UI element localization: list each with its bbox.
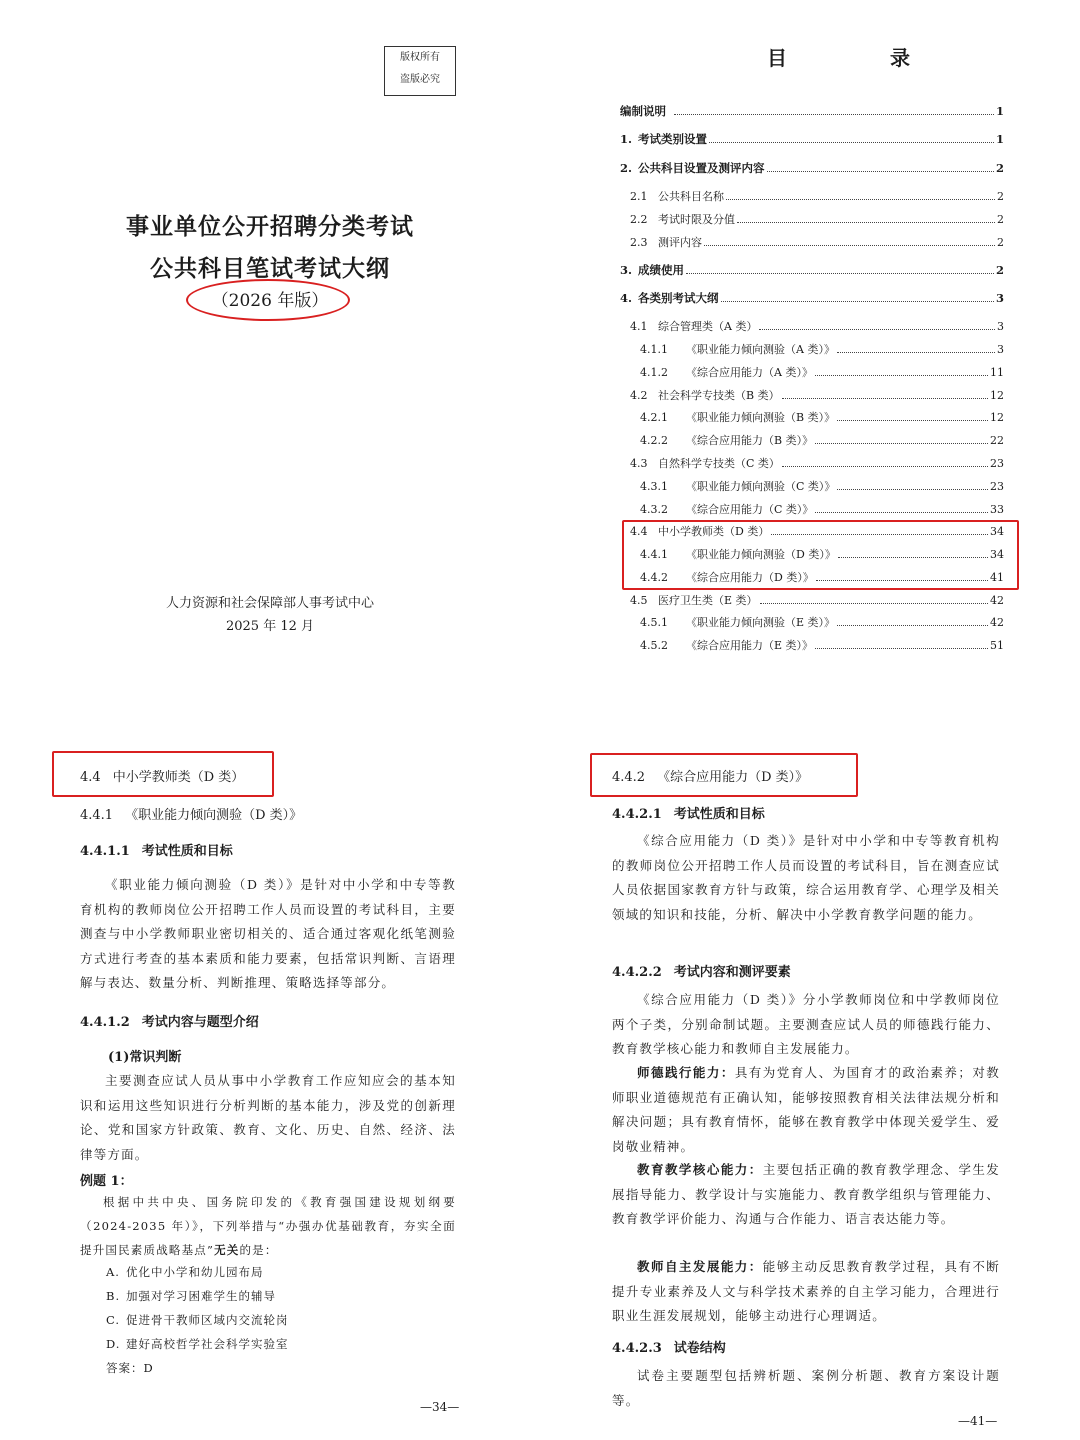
toc-item-number: 4.3 (630, 457, 648, 470)
heading-number: 4.4.2.1 (612, 807, 662, 822)
toc-item (640, 341, 1004, 359)
toc-item-number: 4.5 (630, 594, 648, 607)
toc-item-number: 4.5.1 (640, 616, 668, 629)
heading-4-4-2-1 (612, 803, 765, 822)
toc-item-label: 公共科目名称 (658, 190, 724, 203)
option-text: 加强对学习困难学生的辅导 (126, 1289, 276, 1303)
page-number-34: —34— (420, 1400, 460, 1414)
toc-item (620, 262, 1004, 280)
toc-item-page: 3 (995, 291, 1004, 305)
toc-item-page: 34 (990, 548, 1004, 561)
toc-leader-dots (815, 433, 988, 444)
toc-item-label: 医疗卫生类（E 类） (658, 594, 758, 607)
toc-highlight-box (622, 520, 1019, 590)
toc-leader-dots (709, 132, 994, 143)
toc-leader-dots (726, 189, 995, 200)
toc-item-number: 2.3 (630, 236, 648, 249)
heading-number: 4.4.2.3 (612, 1341, 662, 1356)
toc-item (640, 614, 1004, 632)
toc-leader-dots (721, 291, 994, 302)
toc-item-page: 51 (990, 639, 1004, 652)
cover-page (0, 0, 540, 720)
toc-item-label: 自然科学专技类（C 类） (658, 457, 780, 470)
heading-4-4-1-2 (80, 1011, 259, 1030)
toc-item-label: 考试类别设置 (638, 132, 708, 146)
toc-item-number: 4.2.1 (640, 411, 668, 424)
toc-leader-dots (759, 319, 995, 330)
toc-item-number: 4.2 (630, 389, 648, 402)
toc-item-label: 各类别考试大纲 (638, 291, 719, 305)
toc-item-page: 42 (990, 594, 1004, 607)
paragraph-self-development-ability (612, 1255, 1000, 1329)
paragraph-teaching-ability (612, 1158, 1000, 1232)
toc-item-label: 《职业能力倾向测验（A 类）》 (686, 343, 835, 356)
toc-item (640, 364, 1004, 382)
heading-number: 4.4.2.2 (612, 965, 662, 980)
toc-leader-dots (815, 365, 988, 376)
heading-text: 中小学教师类（D 类） (112, 770, 245, 785)
toc-leader-dots (837, 479, 988, 490)
edition-highlight-ellipse (186, 279, 350, 321)
toc-item (640, 432, 1004, 450)
toc-item-number: 2.2 (630, 213, 648, 226)
heading-number: 4.4.1.1 (80, 844, 130, 859)
example-stem-emphasis: 无关 (214, 1243, 240, 1257)
toc-item-page: 3 (997, 320, 1004, 333)
heading-number: 4.4.1.2 (80, 1015, 130, 1030)
toc-item-label: 社会科学专技类（B 类） (658, 389, 780, 402)
option-key: D. (106, 1337, 121, 1351)
paragraph-4-4-1-1: 《职业能力倾向测验（D 类）》是针对中小学和中专等教育机构的教师岗位公开招聘工作人员而设置的考试科目，主要测查与中小学教师职业密切相关的、适合通过客观化纸笔测验方式进行考查的基本素质和能力要素，包括常识判断、言语理解与表达、数量分析、判断推理、策略选择等部分。 (80, 877, 456, 990)
option-key: C. (106, 1313, 121, 1327)
example-stem-part-1: 根据中共中央、国务院印发的《教育强国建设规划纲要（2024-2035 年）》，下列举措与“办强办优基础教育，夯实全面提升国民素质战略基点” (80, 1195, 456, 1257)
cover-organization: 人力资源和社会保障部人事考试中心 (165, 596, 374, 611)
toc-item-label: 成绩使用 (638, 263, 685, 277)
example-option (106, 1336, 289, 1352)
example-stem-part-2: 的是： (239, 1243, 278, 1257)
copyright-line-2: 盗版必究 (400, 74, 440, 85)
copyright-stamp (384, 46, 456, 96)
toc-item-number: 4.1.2 (640, 366, 668, 379)
toc-item-number: 3. (620, 263, 633, 277)
self-development-text: 能够主动反思教育教学过程，具有不断提升专业素养及人文与科学技术素养的自主学习能力，合理进行职业生涯发展规划，能够主动进行心理调适。 (612, 1259, 1000, 1323)
toc-item (630, 592, 1004, 610)
toc-item-label: 中小学教师类（D 类） (658, 525, 770, 538)
toc-item-label: 测评内容 (658, 236, 702, 249)
heading-4-4-2-3 (612, 1337, 726, 1356)
heading-text: 《综合应用能力（D 类）》 (657, 770, 809, 785)
toc-item-label: 《综合应用能力（A 类）》 (686, 366, 813, 379)
example-label: 例题 1： (80, 1174, 133, 1189)
toc-item (630, 455, 1004, 473)
toc-item-number: 4.4 (630, 525, 648, 538)
toc-leader-dots (674, 104, 994, 115)
paragraph-4-4-2-2: 《综合应用能力（D 类）》分小学教师岗位和中学教师岗位两个子类，分别命制试题。主要测查应试人员的师德践行能力、教育教学核心能力和教师自主发展能力。 (612, 992, 1000, 1056)
toc-item-label: 公共科目设置及测评内容 (638, 161, 765, 175)
toc-item-label: 《综合应用能力（D 类）》 (686, 571, 814, 584)
option-key: B. (106, 1289, 121, 1303)
toc-item-number: 编制说明 (620, 104, 666, 118)
toc-leader-dots (837, 615, 988, 626)
toc-item-page: 23 (990, 457, 1004, 470)
toc-item-number: 1. (620, 132, 633, 146)
toc-item-label: 《职业能力倾向测验（C 类）》 (686, 480, 836, 493)
example-stem (80, 1190, 456, 1262)
cover-edition: （2026 年版） (211, 291, 329, 311)
toc-item-page: 2 (995, 263, 1004, 277)
heading-text: 考试性质和目标 (673, 807, 765, 822)
toc-leader-dots (767, 161, 994, 172)
ethics-ability-label: 师德践行能力： (637, 1065, 735, 1080)
toc-item-label: 《职业能力倾向测验（E 类）》 (686, 616, 836, 629)
toc-leader-dots (815, 502, 988, 513)
toc-item-page: 2 (997, 213, 1004, 226)
toc-item-page: 11 (990, 366, 1004, 379)
toc-item-number: 4.5.2 (640, 639, 668, 652)
heading-4-4-2-2 (612, 961, 791, 980)
teaching-ability-text: 主要包括正确的教育教学理念、学生发展指导能力、教学设计与实施能力、教育教学组织与管理能力、教育教学评价能力、沟通与合作能力、语言表达能力等。 (612, 1162, 1000, 1226)
toc-item-page: 33 (990, 503, 1004, 516)
toc-item-page: 1 (995, 104, 1004, 118)
toc-item-page: 2 (997, 236, 1004, 249)
paragraph-4-4-2-3: 试卷主要题型包括辨析题、案例分析题、教育方案设计题等。 (612, 1368, 1000, 1408)
heading-4-4-2 (612, 766, 808, 785)
heading-number: 4.4.1 (80, 808, 114, 823)
toc-leader-dots (704, 235, 995, 246)
toc-item-page: 22 (990, 434, 1004, 447)
toc-item (620, 290, 1004, 308)
toc-item-label: 《综合应用能力（B 类）》 (686, 434, 814, 447)
toc-item-label: 综合管理类（A 类） (658, 320, 758, 333)
toc-item-page: 2 (995, 161, 1004, 175)
toc-item-number: 4.3.2 (640, 503, 668, 516)
toc-leader-dots (815, 638, 988, 649)
heading-text: 考试内容和测评要素 (673, 965, 791, 980)
toc-item-page: 34 (990, 525, 1004, 538)
paragraph-4-4-2-1: 《综合应用能力（D 类）》是针对中小学和中专等教育机构的教师岗位公开招聘工作人员而设置的考试科目，旨在测查应试人员依据国家教育方针与政策，综合运用教育学、心理学及相关领域的知识和技能，分析、解决中小学教育教学问题的能力。 (612, 833, 1000, 922)
toc-item (640, 637, 1004, 655)
toc-item-page: 12 (990, 389, 1004, 402)
toc-item (630, 387, 1004, 405)
option-text: 促进骨干教师区域内交流轮岗 (126, 1313, 289, 1327)
toc-leader-dots (760, 593, 988, 604)
toc-leader-dots (782, 388, 988, 399)
toc-item-label: 《职业能力倾向测验（D 类）》 (686, 548, 836, 561)
toc-item-page: 3 (997, 343, 1004, 356)
toc-item-label: 《职业能力倾向测验（B 类）》 (686, 411, 836, 424)
toc-item-number: 4.1 (630, 320, 648, 333)
toc-item (630, 188, 1004, 206)
paragraph-ethics-ability (612, 1061, 1000, 1159)
page-number-41: —41— (958, 1414, 998, 1428)
toc-item-number: 4.4.2 (640, 571, 668, 584)
option-text: 优化中小学和幼儿园布局 (126, 1265, 264, 1279)
heading-number: 4.4 (80, 770, 101, 785)
toc-item-label: 《综合应用能力（E 类）》 (686, 639, 814, 652)
cover-title-line-2: 公共科目笔试考试大纲 (150, 255, 390, 282)
toc-item (630, 211, 1004, 229)
toc-item (630, 234, 1004, 252)
toc-item-number: 4.3.1 (640, 480, 668, 493)
toc-leader-dots (837, 410, 988, 421)
toc-item (640, 501, 1004, 519)
toc-item-label: 《综合应用能力（C 类）》 (686, 503, 814, 516)
toc-item (620, 160, 1004, 178)
toc-item-page: 12 (990, 411, 1004, 424)
toc-leader-dots (837, 342, 995, 353)
option-text: 建好高校哲学社会科学实验室 (126, 1337, 289, 1351)
option-key: A. (106, 1265, 120, 1279)
heading-text: 试卷结构 (673, 1341, 726, 1356)
toc-item-number: 4.2.2 (640, 434, 668, 447)
toc-item-number: 4. (620, 291, 633, 305)
toc-item-page: 42 (990, 616, 1004, 629)
ethics-ability-text: 具有为党育人、为国育才的政治素养；对教师职业道德规范有正确认知，能够按照教育相关法律法规分析和解决问题；具有教育情怀，能够在教育教学中体现关爱学生、爱岗敬业精神。 (612, 1065, 1000, 1154)
heading-text: 考试性质和目标 (141, 844, 233, 859)
example-option (106, 1312, 289, 1328)
toc-item (620, 103, 1004, 121)
heading-number: 4.4.2 (612, 770, 646, 785)
paragraph-common-sense: 主要测查应试人员从事中小学教育工作应知应会的基本知识和运用这些知识进行分析判断的基本能力，涉及党的创新理论、党和国家方针政策、教育、文化、历史、自然、经济、法律等方面。 (80, 1073, 456, 1162)
toc-leader-dots (686, 263, 994, 274)
self-development-label: 教师自主发展能力： (637, 1259, 763, 1274)
toc-item-number: 2.1 (630, 190, 648, 203)
toc-item-number: 4.1.1 (640, 343, 668, 356)
heading-text: 考试内容与题型介绍 (141, 1015, 259, 1030)
toc-item (640, 409, 1004, 427)
example-option (106, 1288, 276, 1304)
heading-4-4-1 (80, 804, 302, 823)
toc-item-number: 4.4.1 (640, 548, 668, 561)
toc-leader-dots (782, 456, 988, 467)
toc-leader-dots (737, 212, 995, 223)
example-option (106, 1264, 264, 1280)
toc-item (630, 318, 1004, 336)
heading-4-4-1-1 (80, 840, 233, 859)
toc-item-page: 2 (997, 190, 1004, 203)
toc-item-number: 2. (620, 161, 633, 175)
heading-4-4 (80, 766, 244, 785)
copyright-line-1: 版权所有 (400, 52, 440, 63)
toc-item (640, 478, 1004, 496)
toc-item (620, 131, 1004, 149)
example-answer: 答案：D (106, 1361, 154, 1375)
toc-item-page: 41 (990, 571, 1004, 584)
toc-item-label: 考试时限及分值 (658, 213, 735, 226)
heading-text: 《职业能力倾向测验（D 类）》 (125, 808, 303, 823)
toc-item-page: 1 (995, 132, 1004, 146)
subheading-common-sense: (1)常识判断 (108, 1050, 182, 1065)
toc-title: 目 录 (767, 46, 958, 70)
cover-title-line-1: 事业单位公开招聘分类考试 (126, 213, 414, 240)
cover-date: 2025 年 12 月 (225, 619, 315, 634)
teaching-ability-label: 教育教学核心能力： (637, 1162, 763, 1177)
toc-item-page: 23 (990, 480, 1004, 493)
